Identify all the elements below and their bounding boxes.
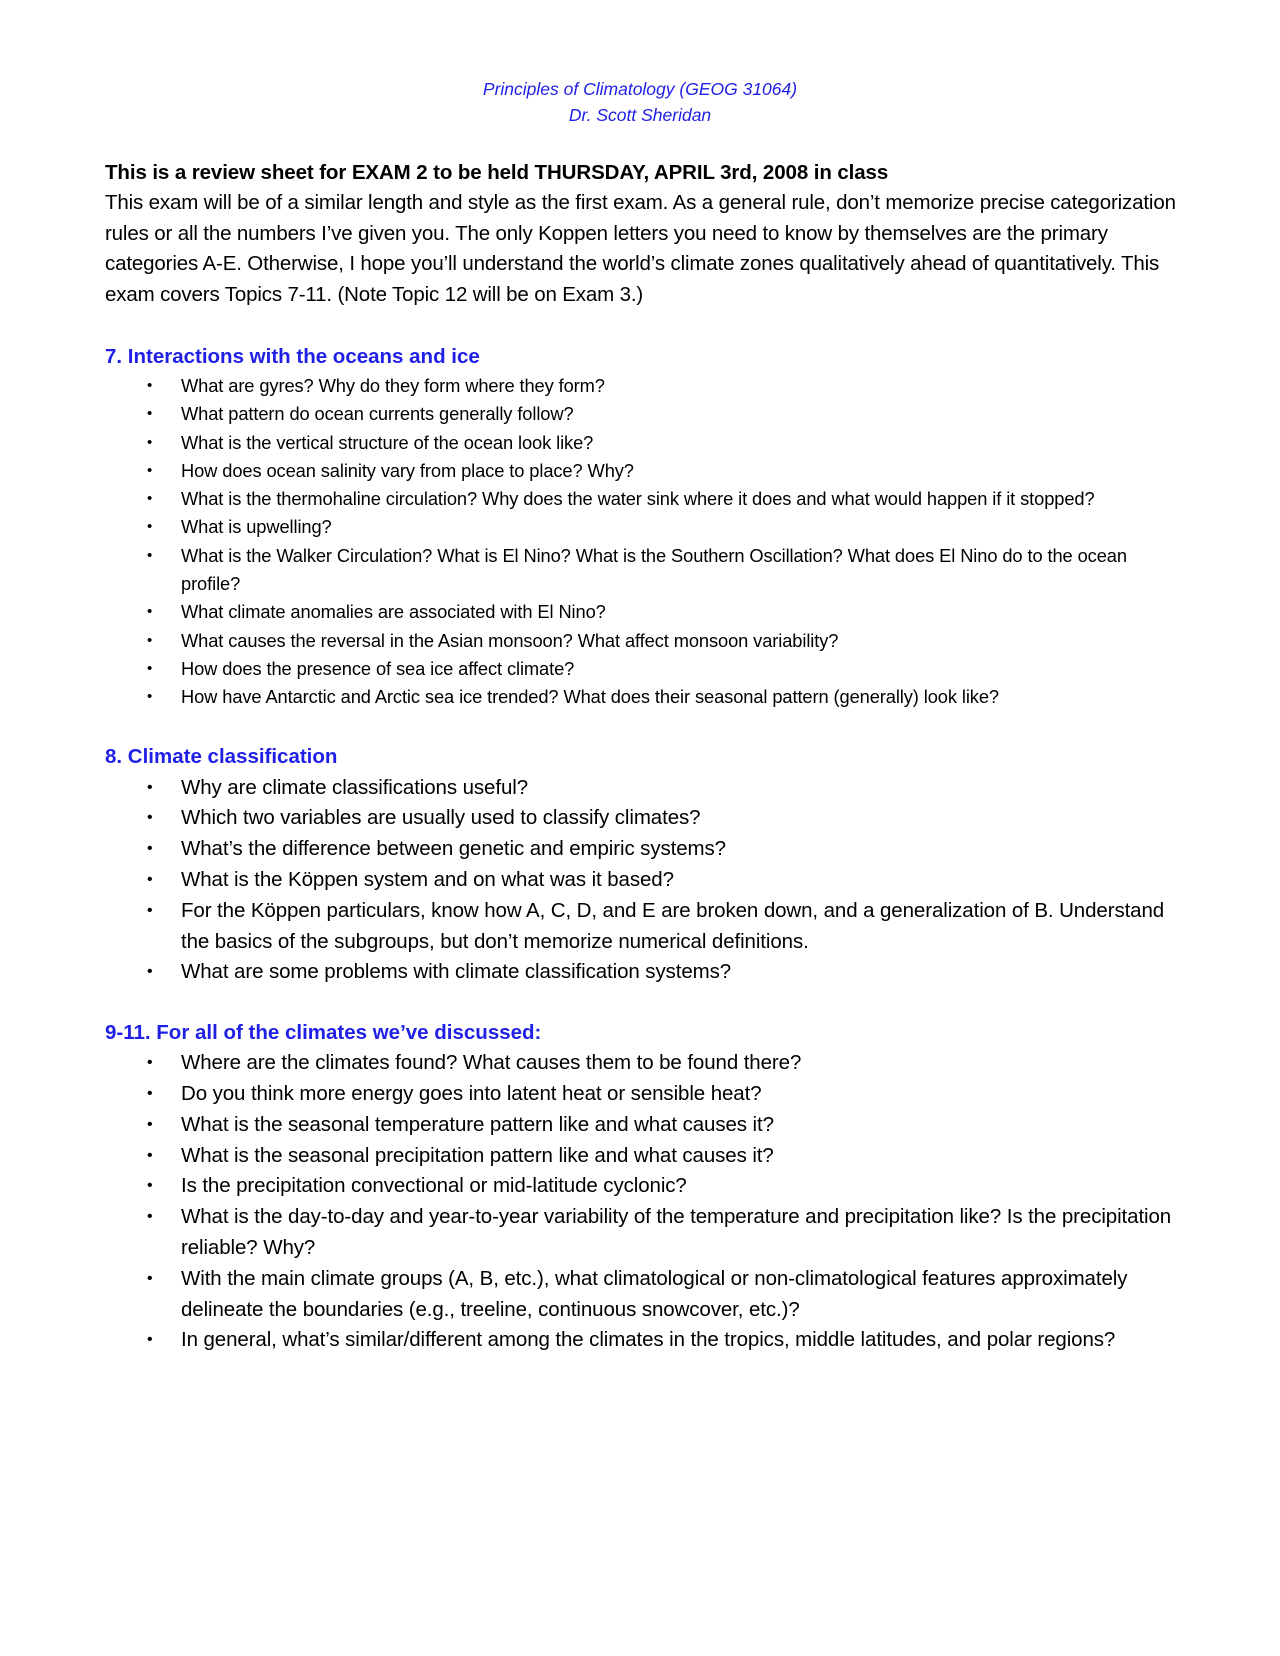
bullet-icon: •	[147, 1208, 153, 1226]
intro-block	[105, 158, 1180, 310]
bullet-icon: •	[147, 461, 153, 479]
list-item	[105, 957, 1180, 988]
question-text: What is upwelling?	[181, 516, 332, 538]
list-item	[105, 1141, 1180, 1172]
bullet-icon: •	[147, 809, 153, 827]
intro-body: This exam will be of a similar length and style as the first exam. As a general rule, don’t memorize precise categorization rules or all the numbers I’ve given you. The only Koppen letters you need to know by themselves are the primary categories A-E. Otherwise, I hope you’ll understand the world’s climate zones qualitatively ahead of quantitatively. This exam covers Topics 7-11. (Note Topic 12 will be on Exam 3.)	[105, 191, 1176, 306]
question-text: How does the presence of sea ice affect climate?	[181, 657, 575, 679]
bullet-icon: •	[147, 1269, 153, 1287]
question-text: What are some problems with climate classification systems?	[181, 960, 732, 984]
list-item	[105, 372, 1180, 400]
question-text: For the Köppen particulars, know how A, C, D, and E are broken down, and a generalization of B. Understand the basics of the subgroups, but don’t memorize numerical definitions.	[181, 898, 1165, 953]
intro-title: This is a review sheet for EXAM 2 to be held THURSDAY, APRIL 3rd, 2008 in class	[105, 161, 889, 184]
bullet-icon: •	[147, 405, 153, 423]
bullet-icon: •	[147, 603, 153, 621]
section-all-climates	[105, 1018, 1180, 1356]
question-text: What is the thermohaline circulation? Why does the water sink where it does and what would happen if it stopped?	[181, 488, 1095, 510]
question-text: What is the Köppen system and on what was it based?	[181, 867, 674, 891]
bullet-icon: •	[147, 778, 153, 796]
question-text: Which two variables are usually used to classify climates?	[181, 806, 701, 830]
question-text: What is the vertical structure of the ocean look like?	[181, 431, 594, 453]
page-header	[100, 76, 1180, 128]
question-text: Where are the climates found? What causes them to be found there?	[181, 1051, 802, 1075]
bullet-icon: •	[147, 1115, 153, 1133]
section-heading: 9-11. For all of the climates we’ve discussed:	[105, 1021, 542, 1045]
question-text: How have Antarctic and Arctic sea ice trended? What does their seasonal pattern (generally) look like?	[181, 686, 999, 708]
question-text: What are gyres? Why do they form where they form?	[181, 375, 605, 396]
question-list	[105, 372, 1180, 712]
bullet-icon: •	[147, 1146, 153, 1164]
question-text: Is the precipitation convectional or mid-latitude cyclonic?	[181, 1174, 687, 1198]
question-text: What climate anomalies are associated with El Nino?	[181, 601, 606, 623]
list-item	[105, 1325, 1180, 1356]
question-text: With the main climate groups (A, B, etc.), what climatological or non-climatological features approximately delineate the boundaries (e.g., treeline, continuous snowcover, etc.)?	[181, 1266, 1128, 1321]
list-item	[105, 513, 1180, 541]
bullet-icon: •	[147, 688, 153, 706]
list-item	[105, 896, 1180, 958]
list-item	[105, 1079, 1180, 1110]
bullet-icon: •	[147, 870, 153, 888]
list-item	[105, 542, 1180, 599]
list-item	[105, 1048, 1180, 1079]
question-text: In general, what’s similar/different among the climates in the tropics, middle latitudes, and polar regions?	[181, 1328, 1116, 1352]
bullet-icon: •	[147, 546, 153, 564]
list-item	[105, 655, 1180, 683]
list-item	[105, 400, 1180, 428]
course-title: Principles of Climatology (GEOG 31064)	[482, 79, 798, 99]
question-text: What is the day-to-day and year-to-year variability of the temperature and precipitation like? Is the precipitation reliable? Why?	[181, 1205, 1172, 1259]
list-item	[105, 457, 1180, 485]
section-oceans-and-ice	[105, 342, 1180, 712]
bullet-icon: •	[147, 490, 153, 508]
list-item	[105, 1110, 1180, 1141]
question-text: How does ocean salinity vary from place to place? Why?	[181, 459, 634, 481]
list-item	[105, 773, 1180, 804]
list-item	[105, 803, 1180, 834]
question-text: What is the Walker Circulation? What is El Nino? What is the Southern Oscillation? What does El Nino do to the ocean profile?	[181, 544, 1127, 595]
list-item	[105, 1264, 1180, 1326]
section-climate-classification	[105, 742, 1180, 989]
question-text: What pattern do ocean currents generally follow?	[181, 403, 574, 425]
question-list	[105, 1048, 1180, 1356]
question-text: Do you think more energy goes into latent heat or sensible heat?	[181, 1081, 762, 1105]
question-text: What is the seasonal precipitation pattern like and what causes it?	[181, 1143, 774, 1167]
bullet-icon: •	[147, 840, 153, 858]
bullet-icon: •	[147, 433, 153, 451]
list-item	[105, 1171, 1180, 1202]
list-item	[105, 865, 1180, 896]
list-item	[105, 834, 1180, 865]
question-list	[105, 773, 1180, 989]
section-heading: 8. Climate classification	[105, 744, 338, 768]
question-text: What is the seasonal temperature pattern like and what causes it?	[181, 1112, 774, 1136]
bullet-icon: •	[147, 1054, 153, 1072]
list-item	[105, 429, 1180, 457]
question-text: Why are climate classifications useful?	[181, 775, 529, 799]
question-text: What’s the difference between genetic and empiric systems?	[181, 837, 726, 861]
list-item	[105, 1202, 1180, 1264]
bullet-icon: •	[147, 963, 153, 981]
list-item	[105, 485, 1180, 513]
bullet-icon: •	[147, 1084, 153, 1102]
bullet-icon: •	[147, 1177, 153, 1195]
bullet-icon: •	[147, 631, 153, 649]
bullet-icon: •	[147, 518, 153, 536]
bullet-icon: •	[147, 901, 153, 919]
bullet-icon: •	[147, 659, 153, 677]
list-item	[105, 598, 1180, 626]
list-item	[105, 683, 1180, 711]
instructor-name: Dr. Scott Sheridan	[568, 105, 712, 125]
list-item	[105, 627, 1180, 655]
section-heading: 7. Interactions with the oceans and ice	[105, 345, 480, 368]
bullet-icon: •	[147, 377, 153, 394]
bullet-icon: •	[147, 1331, 153, 1349]
question-text: What causes the reversal in the Asian monsoon? What affect monsoon variability?	[181, 629, 839, 651]
